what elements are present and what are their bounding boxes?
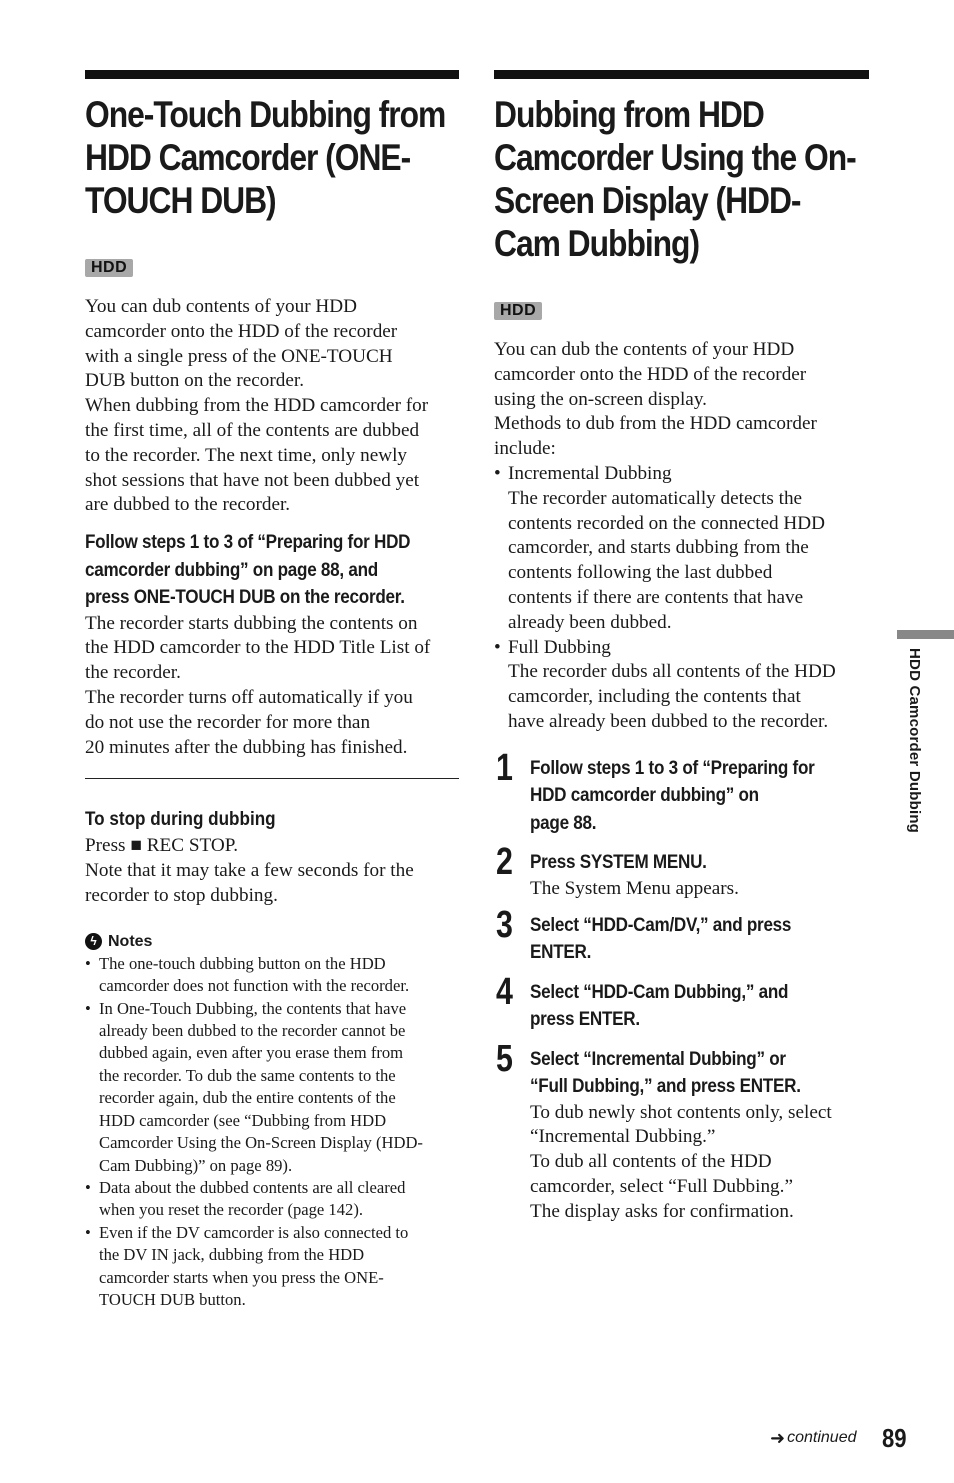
continued-indicator xyxy=(770,1428,856,1448)
notes-list xyxy=(85,953,459,1312)
stop-dubbing-heading: To stop during dubbing xyxy=(85,809,276,831)
note-item: • Data about the dubbed contents are all cleared when you reset the recorder (page 142). xyxy=(85,1177,459,1222)
arrow-right-icon: ➜ xyxy=(770,1428,786,1448)
method-item-full: • Full Dubbing The recorder dubs all contents of the HDD camcorder, including the contents that have already been dubbed to the recorder. xyxy=(494,636,836,732)
intro-paragraph: You can dub the contents of your HDD camcorder onto the HDD of the recorder using the on-screen display. Methods to dub from the HDD camcorder include: xyxy=(494,339,817,460)
step-result-paragraph: The recorder starts dubbing the contents on the HDD camcorder to the HDD Title List of the recorder. The recorder turns off automatically if you do not use the recorder for more than 20 minutes after the dubbing has finished. xyxy=(85,612,431,758)
note-icon: ϟ xyxy=(85,933,102,950)
step-2: 2 Press SYSTEM MENU. The System Menu appears. xyxy=(496,841,739,899)
hdd-badge: HDD xyxy=(494,302,542,320)
note-item: • In One-Touch Dubbing, the contents that have already been dubbed to the recorder cannot be dubbed again, even after you erase them from the recorder. To dub the same contents to the recorder again, dub the entire contents of the HDD camcorder (see “Dubbing from HDD Camcorder Using the On-Screen Display (HDD- Cam Dubbing)” on page 89). xyxy=(85,998,459,1177)
notes-heading: ϟ Notes xyxy=(85,931,459,953)
step-instruction: Follow steps 1 to 3 of “Preparing for HDD camcorder dubbing” on page 88, and press ONE-TOUCH DUB on the recorder. xyxy=(85,532,411,609)
left-column xyxy=(85,70,459,1311)
continued-label: continued xyxy=(787,1429,857,1446)
side-tab-label: HDD Camcorder Dubbing xyxy=(906,648,923,834)
page-number: 89 xyxy=(882,1423,907,1453)
stop-dubbing-paragraph: Press ■ REC STOP. Note that it may take a few seconds for the recorder to stop dubbing. xyxy=(85,835,414,907)
method-item-incremental: • Incremental Dubbing The recorder automatically detects the contents recorded on the connected HDD camcorder, and starts dubbing from the contents following the last dubbed contents if there are contents that have already been dubbed. xyxy=(494,462,826,633)
right-column xyxy=(494,70,869,1225)
section-title-hdd-cam-dubbing: Dubbing from HDD Camcorder Using the On- Screen Display (HDD- Cam Dubbing) xyxy=(494,94,856,264)
hdd-badge: HDD xyxy=(85,259,133,277)
step-number: 3 xyxy=(496,903,513,946)
stop-square-icon: ■ xyxy=(130,835,142,857)
step-5: 5 Select “Incremental Dubbing” or “Full Dubbing,” and press ENTER. To dub newly shot contents only, select “Incremental Dubbing.” To dub all contents of the HDD camcorder, select “Full Dubbing.” The display asks for confirmation. xyxy=(496,1037,832,1222)
note-item: • Even if the DV camcorder is also connected to the DV IN jack, dubbing from the HDD camcorder starts when you press the ONE- TOUCH DUB button. xyxy=(85,1222,459,1312)
step-4: 4 Select “HDD-Cam Dubbing,” and press ENTER. xyxy=(496,970,789,1031)
step-number: 5 xyxy=(496,1037,513,1080)
step-number: 2 xyxy=(496,841,513,884)
note-item: • The one-touch dubbing button on the HDD camcorder does not function with the recorder. xyxy=(85,953,459,998)
section-top-rule xyxy=(85,70,459,79)
step-number: 1 xyxy=(496,746,513,789)
side-tab-bar xyxy=(897,630,954,639)
intro-paragraph: You can dub contents of your HDD camcorder onto the HDD of the recorder with a single press of the ONE-TOUCH DUB button on the recorder. When dubbing from the HDD camcorder for the first time, all of the contents are dubbed to the recorder. The next time, only newly shot sessions that have not been dubbed yet are dubbed to the recorder. xyxy=(85,296,429,516)
section-top-rule xyxy=(494,70,869,79)
section-title-one-touch-dub: One-Touch Dubbing from HDD Camcorder (ONE- TOUCH DUB) xyxy=(85,94,446,221)
step-1: 1 Follow steps 1 to 3 of “Preparing for HDD camcorder dubbing” on page 88. xyxy=(496,746,815,834)
step-3: 3 Select “HDD-Cam/DV,” and press ENTER. xyxy=(496,903,792,964)
dubbing-methods-list xyxy=(494,462,869,735)
step-number: 4 xyxy=(496,970,513,1013)
